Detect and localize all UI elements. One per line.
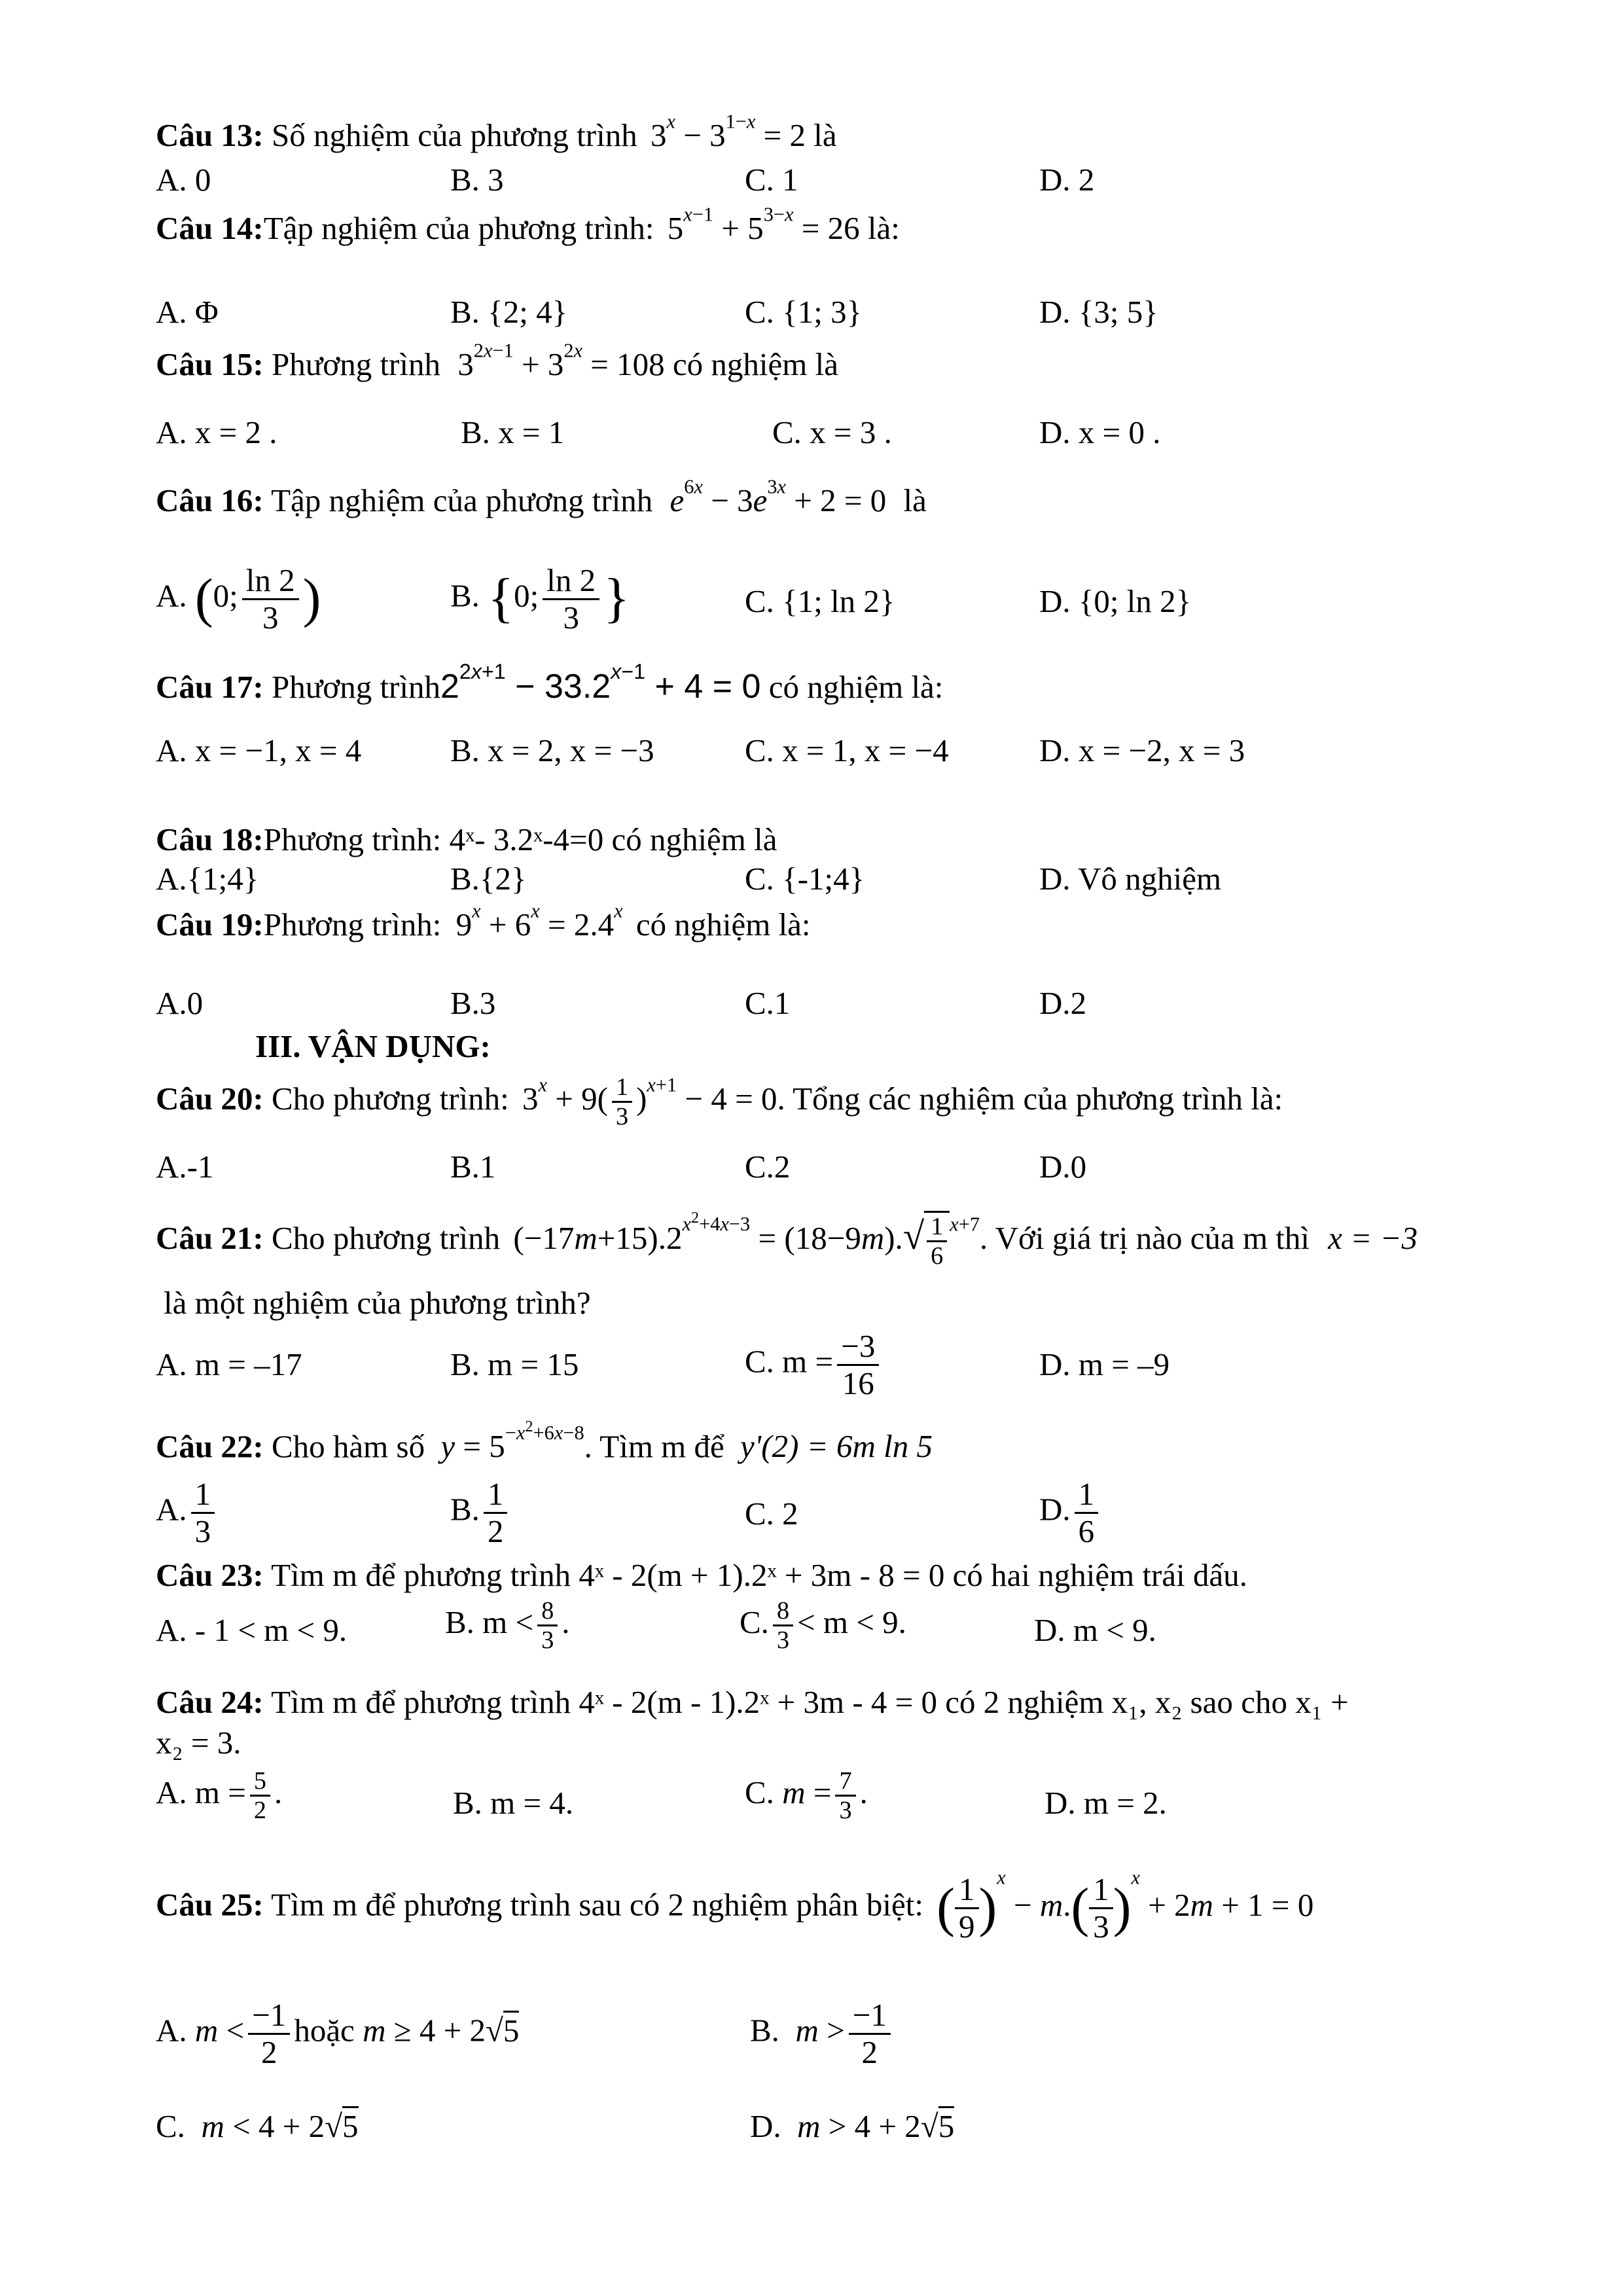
option-a[interactable]: A. x = −1, x = 4 — [156, 732, 362, 768]
option-d[interactable]: D.0 — [1039, 1149, 1087, 1185]
option-a[interactable]: A. $\frac{1}{3}$ — [156, 1477, 219, 1549]
equation: ( $\frac{1}{9}$ )$^x$ − m.( $\frac{1}{3}$ )$^x$ + 2m + 1 = 0 — [936, 1866, 1314, 1945]
option-d[interactable]: D. 2 — [1039, 162, 1095, 198]
question-label: Câu 20: — [156, 1080, 264, 1117]
option-b[interactable]: B. x = 2, x = −3 — [450, 732, 654, 768]
question-label: Câu 25: — [156, 1886, 264, 1923]
option-b[interactable]: B.{2} — [450, 861, 527, 897]
equation: $2^{2x+1} - 33.2^{x-1} + 4 = 0$ — [440, 659, 761, 706]
option-d[interactable]: D. x = −2, x = 3 — [1039, 732, 1245, 768]
option-c[interactable]: C. {-1;4} — [745, 861, 865, 897]
question-label: Câu 13: — [156, 117, 264, 153]
option-c[interactable]: C. m = $\frac{-3}{16}$ — [745, 1329, 883, 1401]
question-20 — [156, 1073, 1283, 1130]
question-tail: là: — [867, 210, 900, 246]
question-text: Phương trình — [271, 346, 440, 382]
question-tail-equation: y'(2) = 6m ln 5 — [740, 1428, 933, 1465]
equation: $e^{6x} - 3e^{3x} + 2 = 0$ — [669, 475, 887, 518]
question-text: Cho phương trình: — [271, 1080, 509, 1117]
question-14 — [156, 203, 900, 248]
question-tail: . Tìm m để — [584, 1428, 724, 1465]
question-label: Câu 18: — [156, 821, 264, 857]
option-d[interactable]: D. {3; 5} — [1039, 294, 1158, 330]
option-d[interactable]: D. m < 9. — [1034, 1612, 1156, 1648]
question-text: Phương trình — [271, 669, 440, 705]
question-19 — [156, 899, 811, 944]
option-c[interactable]: C. x = 1, x = −4 — [745, 732, 949, 768]
option-d[interactable]: D. x = 0 . — [1039, 414, 1161, 450]
question-text: Tìm m để phương trình sau có 2 nghiệm phân biệt: — [271, 1886, 924, 1923]
option-b[interactable]: B. {0; $\frac{\ln 2}{3}$ } — [450, 562, 630, 636]
option-d[interactable]: D. m > 4 + 2√5 — [750, 2108, 954, 2146]
option-b[interactable]: B. $\frac{1}{2}$ — [450, 1477, 511, 1549]
option-c[interactable]: C. {1; 3} — [745, 294, 863, 330]
option-a[interactable]: A. 0 — [156, 162, 211, 198]
option-a[interactable]: A. Φ — [156, 294, 219, 330]
option-c[interactable]: C. m = $\frac{7}{3}$ . — [745, 1767, 868, 1825]
option-d[interactable]: D. Vô nghiệm — [1039, 861, 1222, 897]
equation: $5^{x-1} + 5^{3-x} = 26$ — [667, 203, 860, 246]
question-label: Câu 15: — [156, 346, 264, 382]
question-tail: . Tổng các nghiệm của phương trình là: — [777, 1080, 1283, 1117]
option-a[interactable]: A. (0; $\frac{\ln 2}{3}$ ) — [156, 562, 321, 636]
question-tail: là — [813, 117, 837, 153]
question-label: Câu 22: — [156, 1428, 264, 1465]
equation: $3^x + 9$( $\frac{1}{3}$ )$^{x+1}$ − 4 = 0 — [522, 1073, 777, 1131]
question-text: Phương trình: 4ˣ- 3.2ˣ-4=0 có nghiệm là — [263, 821, 777, 857]
question-text: Tìm m để phương trình 4ˣ - 2(m - 1).2ˣ + 3m - 4 = 0 có 2 nghiệm x₁, x₂ sao cho x₁ + — [271, 1684, 1349, 1720]
option-a[interactable]: A. m = –17 — [156, 1346, 302, 1382]
question-tail-equation: x = −3 — [1328, 1219, 1418, 1256]
question-23 — [156, 1556, 1247, 1595]
question-text: Tập nghiệm của phương trình: — [263, 210, 654, 246]
equation: $y = 5^{-x^2+6x-8}$ — [440, 1418, 584, 1465]
option-a[interactable]: A. - 1 < m < 9. — [156, 1612, 348, 1648]
option-d[interactable]: D. {0; ln 2} — [1039, 583, 1192, 619]
question-label: Câu 23: — [156, 1557, 264, 1593]
option-c[interactable]: C. m < 4 + 2√5 — [156, 2108, 359, 2146]
option-b[interactable]: B. m > $\frac{-1}{2}$ — [750, 1998, 895, 2070]
option-b[interactable]: B. 3 — [450, 162, 504, 198]
question-label: Câu 21: — [156, 1219, 264, 1256]
question-13 — [156, 110, 837, 155]
or-word: hoặc — [294, 2012, 355, 2049]
question-tail: có nghiệm là: — [768, 669, 944, 705]
option-b[interactable]: B. m < $\frac{8}{3}$ . — [445, 1597, 570, 1655]
question-label: Câu 14: — [156, 210, 264, 246]
question-21 — [156, 1211, 1418, 1270]
question-18 — [156, 821, 777, 859]
option-a[interactable]: A. x = 2 . — [156, 414, 277, 450]
option-a[interactable]: A.-1 — [156, 1149, 214, 1185]
option-c[interactable]: C. 1 — [745, 162, 798, 198]
question-24 — [156, 1683, 1349, 1722]
question-label: Câu 16: — [156, 482, 264, 518]
question-text: Số nghiệm của phương trình — [271, 117, 637, 153]
option-b[interactable]: B. {2; 4} — [450, 294, 568, 330]
question-24-line2: x₂ = 3. — [156, 1725, 241, 1761]
option-b[interactable]: B. m = 15 — [450, 1346, 579, 1382]
question-label: Câu 17: — [156, 669, 264, 705]
question-22 — [156, 1418, 933, 1466]
question-text: Cho hàm số — [271, 1428, 425, 1465]
option-a[interactable]: A.{1;4} — [156, 861, 259, 897]
question-text: Phương trình: — [263, 906, 442, 942]
option-c[interactable]: C.1 — [745, 985, 791, 1021]
option-c[interactable]: C. {1; ln 2} — [745, 583, 895, 619]
option-b[interactable]: B. x = 1 — [461, 414, 565, 450]
question-label: Câu 24: — [156, 1684, 264, 1720]
question-label: Câu 19: — [156, 906, 264, 942]
equation: $3^{2x-1} + 3^{2x} = 108$ — [457, 339, 665, 382]
section-heading: III. VẬN DỤNG: — [255, 1028, 491, 1064]
option-a[interactable]: A. m = $\frac{5}{2}$ . — [156, 1767, 283, 1825]
question-15 — [156, 339, 839, 384]
option-c[interactable]: C. 2 — [745, 1496, 798, 1532]
option-b[interactable]: B.1 — [450, 1149, 496, 1185]
question-text: Tập nghiệm của phương trình — [271, 482, 653, 518]
option-d[interactable]: D.2 — [1039, 985, 1087, 1021]
question-tail: . Với giá trị nào của m thì — [980, 1219, 1310, 1256]
option-d[interactable]: D. m = 2. — [1044, 1785, 1167, 1821]
question-21-line2: là một nghiệm của phương trình? — [164, 1285, 591, 1321]
question-25 — [156, 1866, 1314, 1945]
option-d[interactable]: D. $\frac{1}{6}$ — [1039, 1477, 1102, 1549]
question-text: Tìm m để phương trình 4ˣ - 2(m + 1).2ˣ + 3m - 8 = 0 có hai nghiệm trái dấu. — [271, 1557, 1247, 1593]
equation: $9^x + 6^x = 2.4^x$ — [455, 899, 623, 942]
question-tail: có nghiệm là — [672, 346, 839, 382]
question-tail: có nghiệm là: — [635, 906, 811, 942]
equation: $3^x - 3^{1-x} = 2$ — [650, 110, 806, 153]
equation: $(-17m+15).2^{x^2+4x-3} = (18-9m).√$ $\frac{1}{6}$ $^{x+7}$ — [513, 1209, 980, 1270]
option-c[interactable]: C. x = 3 . — [772, 414, 892, 450]
question-16 — [156, 475, 927, 520]
option-a[interactable]: A. m < $\frac{-1}{2}$ hoặc m ≥ 4 + 2√5 — [156, 1997, 520, 2070]
option-b[interactable]: B.3 — [450, 985, 496, 1021]
question-text: Cho phương trình — [271, 1219, 501, 1256]
option-c[interactable]: C. $\frac{8}{3}$ < m < 9. — [740, 1597, 906, 1655]
option-a[interactable]: A.0 — [156, 985, 204, 1021]
question-tail: là — [903, 482, 927, 518]
option-b[interactable]: B. m = 4. — [453, 1785, 574, 1821]
option-d[interactable]: D. m = –9 — [1039, 1346, 1170, 1382]
option-c[interactable]: C.2 — [745, 1149, 791, 1185]
question-17 — [156, 659, 944, 707]
